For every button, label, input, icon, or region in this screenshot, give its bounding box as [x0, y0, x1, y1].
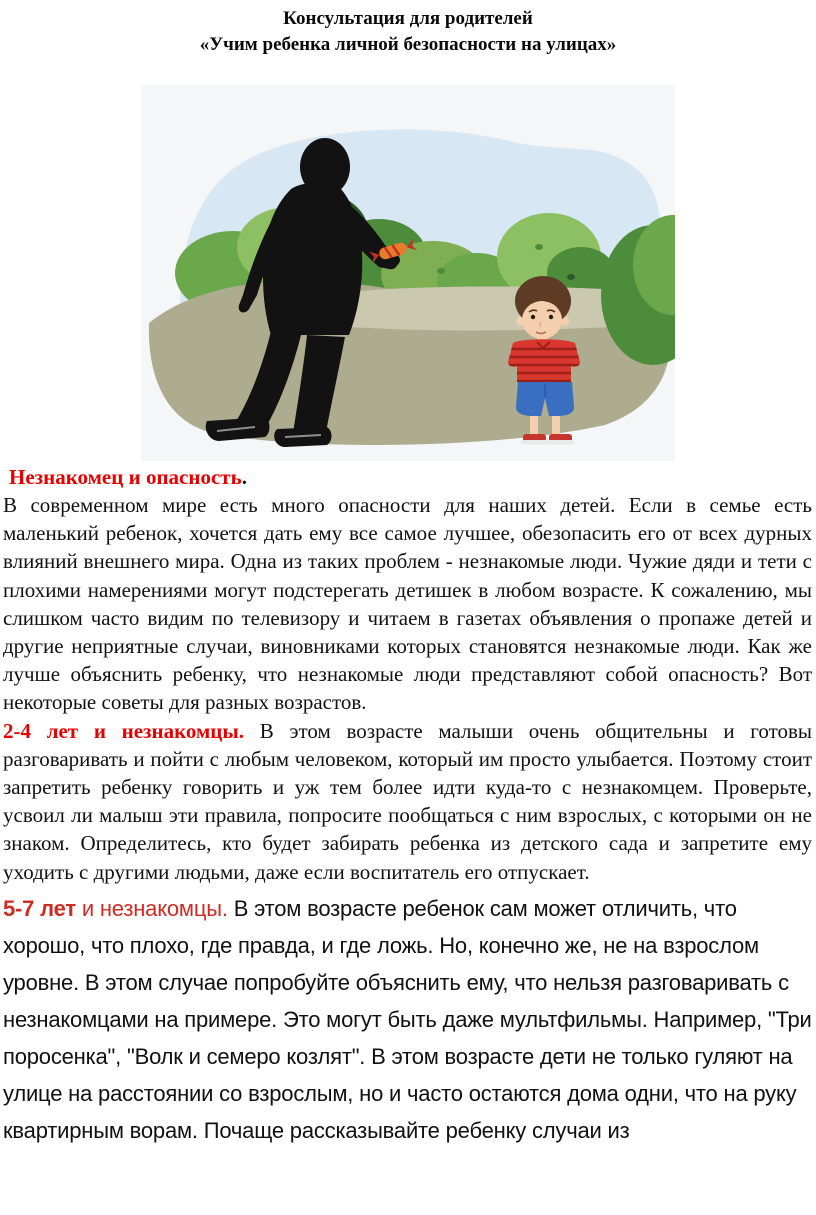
- paragraph-age-2-4: [3, 717, 812, 886]
- paragraph-age-5-7-text: В этом возрасте ребенок сам может отличить, что хорошо, что плохо, где правда, и где ложь. Но, конечно же, не на взрослом уровне. В этом случае попробуйте объяснить ему, что нельзя разговаривать с незнакомцами на примере. Это могут быть даже мультфильмы. Например, "Три поросенка", "Волк и семеро козлят". В этом возрасте дети не только гуляют на улице на расстоянии со взрослым, но и часто остаются дома одни, что на руку квартирным ворам. Почаще рассказывайте ребенку случаи из: [3, 895, 812, 1143]
- paragraph-stranger-danger: В современном мире есть много опасности для наших детей. Если в семье есть маленький ребенок, хочется дать ему все самое лучшее, обезопасить его от всех дурных влияний внешнего мира. Одна из таких проблем - незнакомые люди. Чужие дяди и тети с плохими намерениями могут подстерегать детишек в любом возрасте. К сожалению, мы слишком часто видим по телевизору и читаем в газетах объявления о пропаже детей и другие неприятные случаи, виновниками которых становятся незнакомые люди. Как же лучше объяснить ребенку, что незнакомые люди представляют собой опасность? Вот некоторые советы для разных возрастов.: [3, 493, 812, 715]
- paragraph-age-5-7: [3, 890, 812, 1149]
- article-body: [0, 463, 816, 1149]
- page-title: [0, 0, 816, 58]
- heading-age-2-4: 2-4 лет и незнакомцы.: [3, 718, 245, 743]
- section-heading-stranger-danger: [9, 463, 812, 491]
- heading-red-text: Незнакомец и опасность: [9, 465, 242, 489]
- paragraph-age-2-4-text: В этом возрасте малыши очень общительны и готовы разговаривать и пойти с любым человеком, который им просто улыбается. Поэтому стоит запретить ребенку говорить и уж тем более идти куда-то с незнакомцем. Проверьте, усвоил ли малыш эти правила, попросите пообщаться с ним взрослых, с которыми он не знаком. Определитесь, кто будет забирать ребенка из детского сада и запретите ему уходить с другими людьми, даже если воспитатель его отпускает.: [3, 718, 813, 884]
- heading-age-5-7-rest: и незнакомцы.: [81, 895, 228, 921]
- heading-period: .: [241, 465, 247, 489]
- illustration-svg: [141, 85, 675, 461]
- stranger-danger-illustration: [141, 85, 675, 461]
- heading-age-5-7-bold: 5-7 лет: [3, 895, 76, 921]
- title-line-1: Консультация для родителей: [283, 8, 533, 29]
- title-line-2: «Учим ребенка личной безопасности на улицах»: [199, 34, 617, 55]
